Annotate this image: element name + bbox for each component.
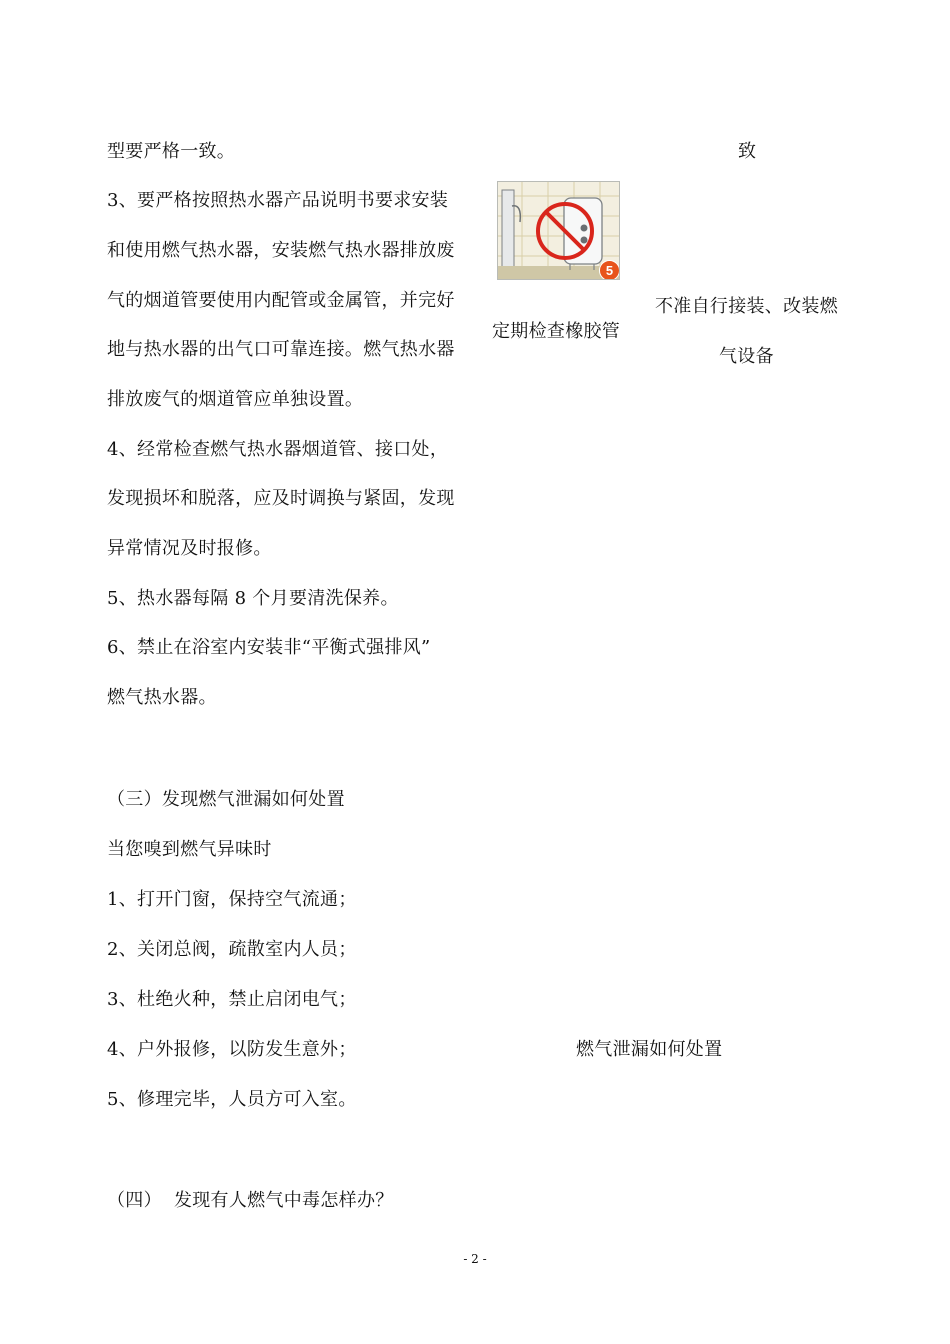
paragraph-line: 和使用燃气热水器，安装燃气热水器排放废 [107, 240, 455, 261]
paragraph-line: 气的烟道管要使用内配管或金属管，并完好 [107, 290, 455, 311]
illustration-caption: 气设备 [719, 346, 774, 367]
step-number-badge: 5 [599, 260, 620, 280]
side-caption: 燃气泄漏如何处置 [576, 1039, 723, 1060]
list-item: 4、户外报修，以防发生意外； [107, 1039, 357, 1060]
list-item: 3、杜绝火种，禁止启闭电气； [107, 989, 357, 1010]
paragraph-line: 4、经常检查燃气热水器烟道管、接口处， [107, 439, 449, 460]
illustration-caption: 不准自行接装、改装燃 [655, 296, 838, 317]
illustration-caption: 定期检查橡胶管 [492, 321, 621, 342]
paragraph-line: 型要严格一致。 [107, 141, 236, 162]
paragraph-line: 6、禁止在浴室内安装非“平衡式强排风” [107, 637, 431, 658]
right-column-text: 致 [738, 141, 757, 162]
list-item: 1、打开门窗，保持空气流通； [107, 889, 357, 910]
paragraph-line: 发现损坏和脱落，应及时调换与紧固，发现 [107, 488, 455, 509]
section-intro: 当您嗅到燃气异味时 [107, 839, 272, 860]
paragraph-line: 异常情况及时报修。 [107, 538, 272, 559]
no-gas-modification-illustration [497, 181, 620, 280]
paragraph-line: 地与热水器的出气口可靠连接。燃气热水器 [107, 339, 455, 360]
page-number: - 2 - [463, 1252, 487, 1266]
section-heading: （三）发现燃气泄漏如何处置 [107, 789, 345, 810]
list-item: 2、关闭总阀，疏散室内人员； [107, 939, 357, 960]
paragraph-line: 排放废气的烟道管应单独设置。 [107, 389, 364, 410]
paragraph-line: 5、热水器每隔 8 个月要清洗保养。 [107, 588, 399, 609]
paragraph-line: 燃气热水器。 [107, 687, 217, 708]
paragraph-line: 3、要严格按照热水器产品说明书要求安装 [107, 190, 449, 211]
list-item: 5、修理完毕，人员方可入室。 [107, 1089, 357, 1110]
section-heading: （四） 发现有人燃气中毒怎样办？ [107, 1190, 394, 1211]
